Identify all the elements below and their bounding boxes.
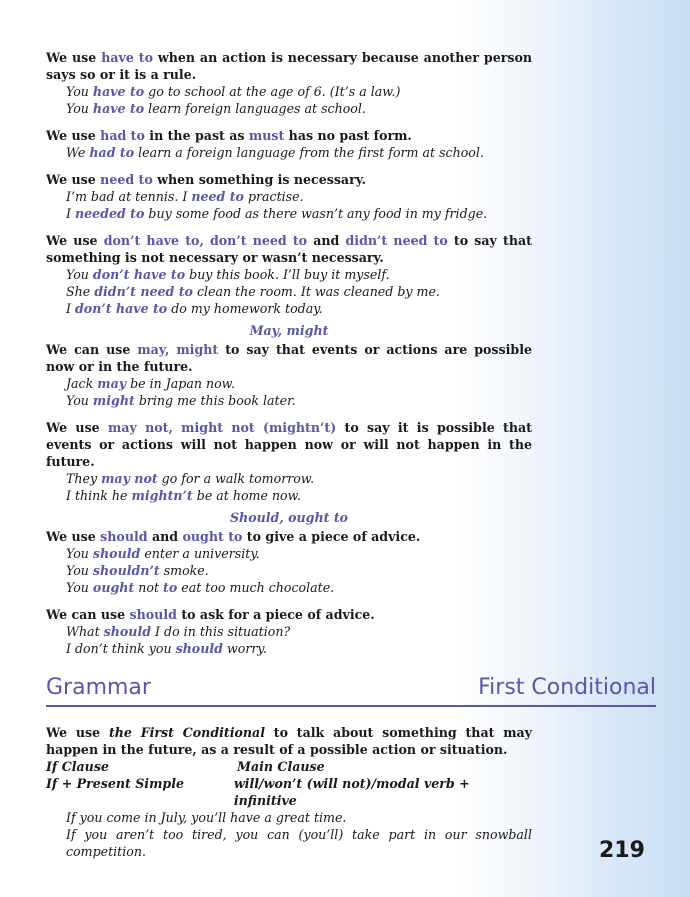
may-not-example: I think he mightn’t be at home now. xyxy=(66,488,301,503)
section-label: Grammar xyxy=(46,675,151,700)
dont-have-to-example: I don’t have to do my homework today. xyxy=(66,301,323,316)
first-conditional-section xyxy=(46,724,532,860)
should-example: You ought not to eat too much chocolate. xyxy=(66,580,335,595)
need-to-rule: We use need to when something is necessary. xyxy=(46,172,366,187)
clause-labels-row xyxy=(46,758,532,775)
may-might-example: Jack may be in Japan now. xyxy=(66,376,235,391)
need-to-example: I’m bad at tennis. I need to practise. xyxy=(66,189,304,204)
grammar-section-header xyxy=(46,673,656,707)
may-not-rule: We use may not, might not (mightn’t) to say it is possible that events or actions will not happen now or will not happen in the future. xyxy=(46,420,532,469)
main-clause-label: Main Clause xyxy=(237,759,325,774)
dont-have-to-example: She didn’t need to clean the room. It was cleaned by me. xyxy=(66,284,440,299)
main-formula: will/won’t (will not)/modal verb + infinitive xyxy=(233,776,470,808)
should-ask-example: I don’t think you should worry. xyxy=(66,641,267,656)
may-might-rule: We can use may, might to say that events or actions are possible now or in the future. xyxy=(46,342,532,374)
first-conditional-example: If you come in July, you’ll have a great time. xyxy=(66,810,347,825)
should-example: You should enter a university. xyxy=(66,546,260,561)
first-conditional-rule: We use the First Conditional to talk about something that may happen in the future, as a result of a possible action or situation. xyxy=(46,725,532,757)
should-ask-example: What should I do in this situation? xyxy=(66,624,291,639)
section-title: First Conditional xyxy=(478,675,656,700)
had-to-example: We had to learn a foreign language from the first form at school. xyxy=(66,145,484,160)
may-might-heading: May, might xyxy=(249,323,329,338)
should-heading: Should, ought to xyxy=(229,510,349,525)
formula-row xyxy=(46,775,532,809)
page-number: 219 xyxy=(599,838,645,863)
should-example: You shouldn’t smoke. xyxy=(66,563,209,578)
have-to-example: You have to learn foreign languages at school. xyxy=(66,101,366,116)
first-conditional-example: If you aren’t too tired, you can (you’ll) take part in our snowball competition. xyxy=(66,827,532,859)
have-to-rule: We use have to when an action is necessary because another person says so or it is a rule. xyxy=(46,50,532,82)
may-not-example: They may not go for a walk tomorrow. xyxy=(66,471,315,486)
need-to-example: I needed to buy some food as there wasn’t any food in my fridge. xyxy=(66,206,488,221)
have-to-example: You have to go to school at the age of 6. (It’s a law.) xyxy=(66,84,401,99)
should-ask-rule: We can use should to ask for a piece of advice. xyxy=(46,607,375,622)
if-clause-label: If Clause xyxy=(46,759,109,774)
had-to-rule: We use had to in the past as must has no past form. xyxy=(46,128,412,143)
dont-have-to-example: You don’t have to buy this book. I’ll buy it myself. xyxy=(66,267,390,282)
modal-verbs-section xyxy=(46,49,532,657)
should-rule: We use should and ought to to give a piece of advice. xyxy=(46,529,421,544)
may-might-example: You might bring me this book later. xyxy=(66,393,296,408)
dont-have-to-rule: We use don’t have to, don’t need to and didn’t need to to say that something is not necessary or wasn’t necessary. xyxy=(46,233,532,265)
if-formula: If + Present Simple xyxy=(46,776,185,791)
